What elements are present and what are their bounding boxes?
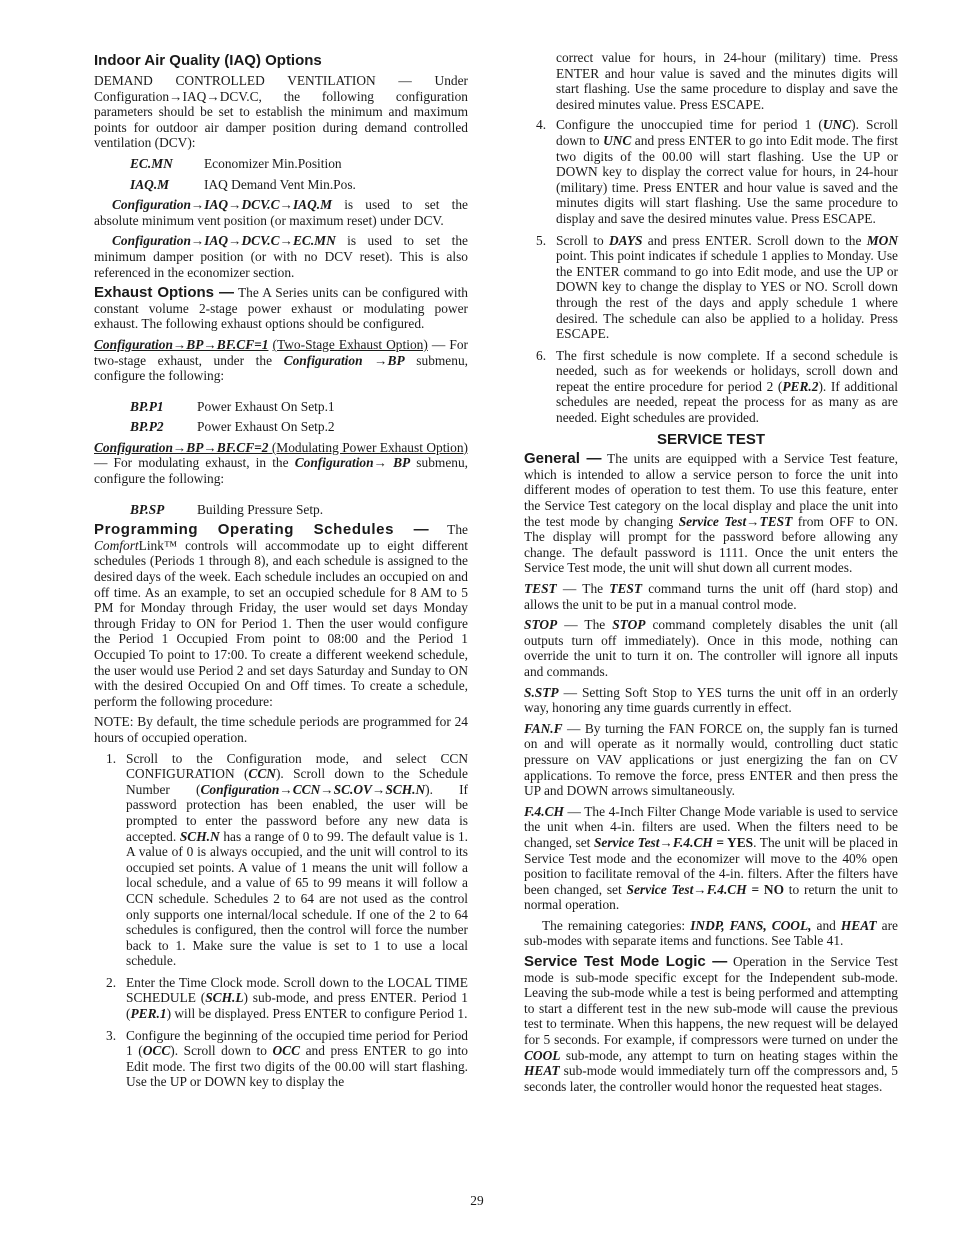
config-code: OCC <box>272 1043 301 1059</box>
step-number: 5. <box>536 232 547 248</box>
step-text: ). If additional schedules are needed, repeat the process for as many as are needed. Eight schedules are provided. <box>556 378 898 426</box>
step-number: 2. <box>106 974 117 990</box>
definition-row <box>130 419 468 435</box>
definition-desc: Power Exhaust On Setp.2 <box>197 419 335 435</box>
config-path: Configuration→IAQ→DCV.C→EC.MN <box>112 233 336 249</box>
paragraph-text: — The 4-Inch Filter Change Mode variable is used to service the unit when 4-in. filters are used. When the filters need to be changed, set <box>524 803 898 850</box>
step-text: Configure the unoccupied time for period 1 ( <box>556 117 823 133</box>
step-text: Scroll to <box>556 232 609 248</box>
paragraph-text: command turns the unit off (hard stop) and allows the unit to be put in a manual control mode. <box>524 581 898 612</box>
config-path: Configuration→BP→BF.CF=2 <box>94 439 269 455</box>
config-code: OCC <box>142 1043 171 1059</box>
programming-note: NOTE: By default, the time schedule periods are programmed for 24 hours of occupied operation. <box>94 714 468 745</box>
step-text: Enter the Time Clock mode. Scroll down to the LOCAL TIME SCHEDULE ( <box>126 974 468 1006</box>
config-code: DAYS <box>609 232 643 248</box>
config-code: STOP <box>524 617 558 633</box>
paragraph-text: sub-mode, any attempt to turn on heating stages within the <box>560 1047 898 1063</box>
paragraph-text: The remaining categories: <box>542 917 691 933</box>
exhaust-heading: Exhaust Options — <box>94 284 235 302</box>
iaq-paragraph-3 <box>94 233 468 280</box>
paragraph-text: is used to set the minimum damper position (or with no DCV reset). This is also referenced in the economizer section. <box>94 233 468 280</box>
step-text: and press ENTER to go into Edit mode. The first two digits of the 00.00 will start flashing. Use the UP or DOWN key to display the correct value for hours, in 24-hour (military) time. Press ENTER and hour value is saved and the minutes digits will start flashing. Use the same procedure to display and save the desired minutes value. Press ESCAPE. <box>556 132 899 226</box>
definition-row <box>130 399 468 415</box>
iaq-paragraph-1: DEMAND CONTROLLED VENTILATION — Under Configuration→IAQ→DCV.C, the following configuration parameters should be set to establish the minimum and maximum points for outdoor air damper position during demand controlled ventilation (DCV): <box>94 73 468 151</box>
programming-heading: Programming Operating Schedules — <box>94 521 430 539</box>
step-number: 4. <box>536 117 547 133</box>
continued-step-text: correct value for hours, in 24-hour (military) time. Press ENTER and hour value is saved and the minutes digits will start flashing. Use the same procedure to display and save the desired minutes value. Press ESCAPE. <box>556 50 898 112</box>
step-text: Configure the beginning of the occupied time period for Period 1 ( <box>126 1027 468 1059</box>
list-item <box>524 233 898 342</box>
config-code: TEST <box>524 581 557 596</box>
fan-force-paragraph <box>524 721 898 799</box>
remaining-paragraph <box>524 918 898 949</box>
config-code: PER.2 <box>782 378 819 394</box>
paragraph-text: submenu, configure the following: <box>94 455 468 487</box>
list-item <box>94 975 468 1022</box>
paragraph-text: The <box>429 522 468 538</box>
page-number: 29 <box>470 1193 484 1208</box>
config-code: HEAT <box>840 917 877 933</box>
definition-term: EC.MN <box>130 155 173 171</box>
config-code: PER.1 <box>130 1006 167 1022</box>
paragraph-text: The units are equipped with a Service Test feature, which is intended to allow a service person to force the unit into different modes of operation to test them. To use this feature, enter the Service Test category on the local display and place the unit into the test mode by changing <box>524 451 899 529</box>
stop-paragraph <box>524 617 898 679</box>
config-code: UNC <box>603 132 632 148</box>
exhaust-option-2 <box>94 440 468 487</box>
config-code: INDP, FANS, COOL, <box>690 917 812 933</box>
list-item <box>94 1028 468 1090</box>
paragraph-text: — For modulating exhaust, in the <box>94 455 295 471</box>
config-code: F.4.CH <box>524 803 564 819</box>
step-number: 1. <box>106 750 117 766</box>
step-text: ). Scroll down to <box>170 1043 273 1059</box>
schedule-steps-list <box>94 751 468 1090</box>
option-label: (Modulating Power Exhaust Option) <box>268 439 468 455</box>
logic-paragraph <box>524 954 898 1094</box>
definition-desc: Building Pressure Setp. <box>197 501 324 517</box>
config-code: STOP <box>612 617 646 633</box>
step-text: point. This point indicates if schedule 1 applies to Monday. Use the ENTER command to go into Edit mode, and use the UP or DOWN key to change the display to YES or NO. Scroll down through the rest of the days and apply schedule 1 where desired. The schedule can also be applied to a holiday. Press ESCAPE. <box>556 248 898 342</box>
list-item <box>524 117 898 226</box>
paragraph-text: submenu, configure the following: <box>94 352 468 384</box>
step-text: and press ENTER. Scroll down to the <box>642 232 867 248</box>
step-text: The first schedule is now complete. If a second schedule is needed, such as for weekends or holidays, scroll down and repeat the entire procedure for period 2 ( <box>556 347 898 394</box>
logic-heading: Service Test Mode Logic — <box>524 953 728 971</box>
service-test-heading: SERVICE TEST <box>656 430 766 448</box>
step-text: Scroll to the Configuration mode, and select CCN CONFIGURATION ( <box>126 750 468 782</box>
paragraph-text: is used to set the absolute minimum vent position (or maximum reset) under DCV. <box>94 197 468 228</box>
definition-term: BP.P2 <box>130 419 164 435</box>
definition-row <box>130 177 468 193</box>
exhaust-option-1 <box>94 337 468 384</box>
step-text: has a range of 0 to 99. The default value is 1. A value of 0 is always occupied, and the unit will control to its occupied set points. A value of 1 means the unit will follow a local schedule, and a value of 65 to 99 means it will follow a CCN schedule. Schedules 2 to 64 are not used as the control only supports one internal/local schedule. If one of the 2 to 64 schedules is configured, then the control will force the number back to 1. Make sure the value is set to 1 to use a local schedule. <box>126 828 468 969</box>
step-text: ). Scroll down to the Schedule Number ( <box>126 766 468 797</box>
config-code: HEAT <box>524 1063 560 1079</box>
config-path: Configuration→BP→BF.CF=1 <box>94 336 269 352</box>
step-text: ) will be displayed. Press ENTER to configure Period 1. <box>166 1006 468 1022</box>
general-heading: General — <box>524 450 602 468</box>
config-code: SCH.L <box>205 990 244 1006</box>
brand-comfort: Comfort <box>94 537 139 553</box>
value-no: = NO <box>746 881 784 897</box>
exhaust-paragraph <box>94 285 468 332</box>
paragraph-text: sub-mode would immediately turn off the compressors and, 5 seconds later, the controller would honor the requested heat stages. <box>524 1063 898 1094</box>
config-path: Configuration→ BP <box>294 455 411 471</box>
paragraph-text: — The <box>557 617 613 633</box>
list-item <box>94 751 468 969</box>
paragraph-text: from OFF to ON. The display will prompt for the password before allowing any change. The default password is 1111. Once the unit enters the Service Test mode, the unit will shut down all current modes. <box>524 513 898 576</box>
step-text: ). Scroll down to <box>556 117 898 148</box>
config-code: FAN.F <box>524 720 563 736</box>
paragraph-text: . The unit will be placed in Service Test mode and the economizer will move to the 40% open position to facilitate removal of the 4-in. filters. After the filters have been changed, set <box>524 834 898 897</box>
paragraph-text: Operation in the Service Test mode is sub-mode specific except for the Independent sub-mode. Leaving the sub-mode while a test is being performed and attempting to start a different test in the new sub-mode will cause the previous test to terminate. When this happens, the new request will be delayed for 5 seconds. For example, if compressors were turned on under the <box>524 954 898 1048</box>
option-label: (Two-Stage Exhaust Option) <box>272 336 428 352</box>
paragraph-text: command completely disables the unit (all outputs turn off immediately). Once in this mode, nothing can override the unit to turn it on. The controller will ignore all inputs and commands. <box>524 617 898 679</box>
paragraph-text: — By turning the FAN FORCE on, the supply fan is turned on and will operate as it normally would, controlling duct static pressure on VAV applications or just energizing the fan on CV applications. To remove the force, press ENTER and then press the UP and DOWN arrows simultaneously. <box>524 720 898 799</box>
config-code: MON <box>866 232 898 248</box>
programming-paragraph <box>94 522 468 709</box>
config-path: Configuration→IAQ→DCV.C→IAQ.M <box>112 197 333 213</box>
definition-desc: Power Exhaust On Setp.1 <box>197 398 335 414</box>
paragraph-text: and <box>811 917 841 933</box>
config-path: Service Test→TEST <box>678 513 793 529</box>
step-text: and press ENTER to go into Edit mode. The first two digits of the 00.00 will start flashing. Use the UP or DOWN key to display the <box>126 1043 468 1090</box>
paragraph-text: — The <box>556 581 610 596</box>
paragraph-text: Link™ controls will accommodate up to eight different schedules (Periods 1 through 8), and each schedule is assigned to the desired days of the week. Each schedule includes an occupied on and off time. As an example, to set an occupied schedule for 8 AM to 5 PM for Monday through Friday, the user would set days Monday through Friday to ON for Period 1. Then the user would configure the Period 1 Occupied From point to 08:00 and the Period 1 Occupied To point to 17:00. To create a different weekend schedule, the user would use Period 2 and set days Saturday and Sunday to ON with the desired Occupied On and Off times. To create a schedule, perform the following procedure: <box>94 537 468 709</box>
step-text: ). If password protection has been enabled, the user will be prompted to enter the password before any new data is accepted. <box>126 781 468 844</box>
paragraph-text: to return the unit to normal operation. <box>524 881 898 913</box>
definition-desc: IAQ Demand Vent Min.Pos. <box>204 176 356 192</box>
config-code: CCN <box>248 766 276 782</box>
step-number: 6. <box>536 347 547 363</box>
iaq-heading: Indoor Air Quality (IAQ) Options <box>94 52 322 69</box>
filter-change-paragraph <box>524 804 898 913</box>
iaq-paragraph-2 <box>94 197 468 228</box>
definition-row <box>130 156 468 172</box>
config-code: UNC <box>822 117 852 133</box>
left-column <box>94 50 468 1096</box>
config-code: TEST <box>609 581 643 596</box>
definition-desc: Economizer Min.Position <box>204 155 342 171</box>
definition-term: BP.SP <box>130 501 165 517</box>
config-path: Configuration→CCN→SC.OV→SCH.N <box>200 781 426 797</box>
soft-stop-paragraph <box>524 685 898 716</box>
definition-term: BP.P1 <box>130 398 164 414</box>
list-item <box>524 348 898 426</box>
config-code: SCH.N <box>179 828 220 844</box>
paragraph-text: — For two-stage exhaust, under the <box>94 336 468 368</box>
paragraph-text: — Setting Soft Stop to YES turns the unit off in an orderly way, honoring any time guards currently in effect. <box>524 684 898 716</box>
value-yes: = YES <box>712 834 754 850</box>
config-path: Service Test→F.4.CH <box>593 834 713 850</box>
definition-term: IAQ.M <box>130 176 170 192</box>
step-text: ) sub-mode, and press ENTER. Period 1 ( <box>126 990 468 1022</box>
config-path: Configuration →BP <box>283 352 405 368</box>
test-paragraph <box>524 581 898 612</box>
config-code: S.STP <box>524 684 559 700</box>
general-paragraph <box>524 451 898 576</box>
right-column <box>524 50 898 1099</box>
definition-row <box>130 502 468 518</box>
config-path: Service Test→F.4.CH <box>626 881 747 897</box>
paragraph-text: The A Series units can be configured with constant volume 2-stage power exhaust or modulating power exhaust. The following exhaust options should be configured. <box>94 285 468 332</box>
step-number: 3. <box>106 1027 117 1043</box>
paragraph-text: are sub-modes with separate items and functions. See Table 41. <box>524 917 898 949</box>
schedule-steps-list-continued <box>524 117 898 425</box>
config-code: COOL <box>524 1047 561 1063</box>
